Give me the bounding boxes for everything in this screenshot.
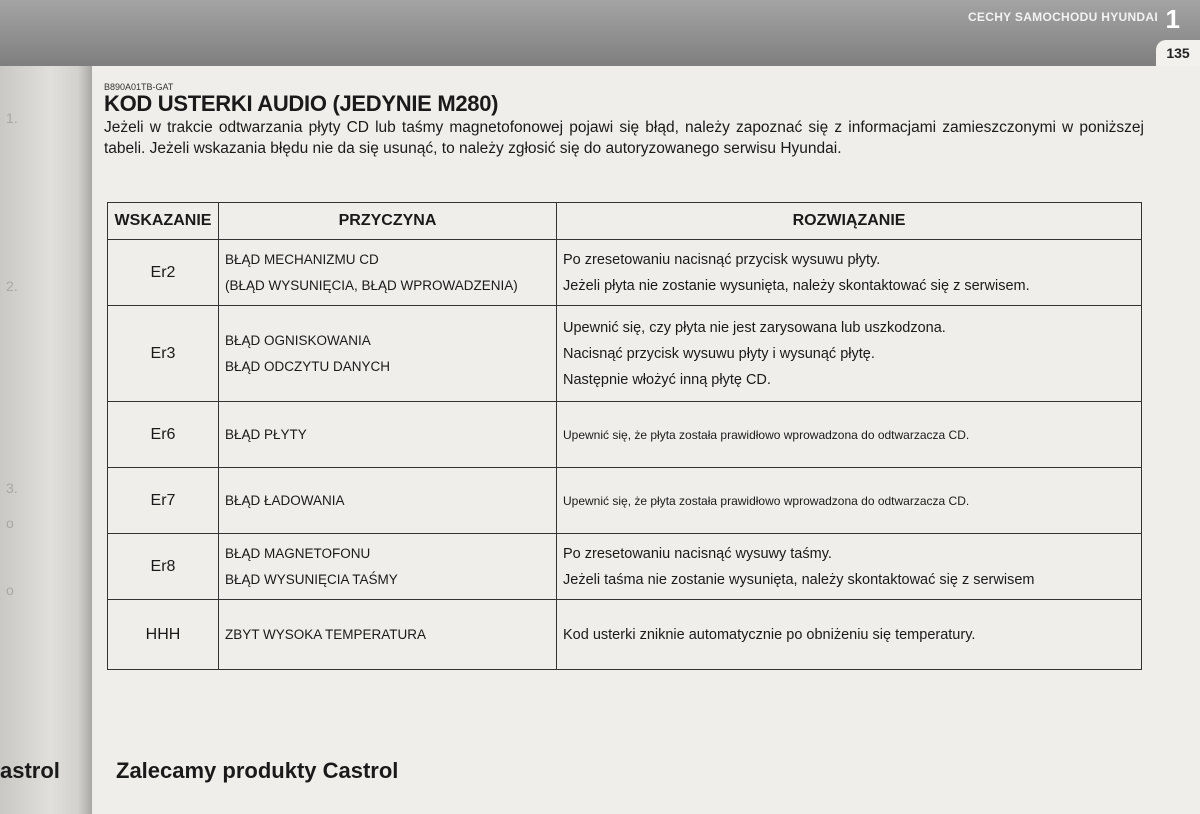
section-title: CECHY SAMOCHODU HYUNDAI [967, 10, 1158, 24]
error-solution [557, 402, 1142, 468]
facing-page-heading-fragment: astrol [0, 758, 60, 783]
chapter-number: 1 [1165, 4, 1180, 34]
error-solution [557, 534, 1142, 600]
cause-line: BŁĄD WYSUNIĘCIA TAŚMY [225, 571, 398, 587]
page-number: 135 [1156, 40, 1200, 66]
solution-line: Kod usterki zniknie automatycznie po obniżeniu się temperatury. [563, 626, 976, 643]
facing-page-fragment: 2. [6, 278, 18, 294]
error-solution [557, 468, 1142, 534]
error-code: Er8 [108, 534, 219, 600]
intro-paragraph: Jeżeli w trakcie odtwarzania płyty CD lub taśmy magnetofonowej pojawi się błąd, należy zapoznać się z informacjami zamieszczonymi w poniższej tabeli. Jeżeli wskazania błędu nie da się usunąć, to należy zgłosić się do autoryzowanego serwisu Hyundai. [104, 119, 1144, 157]
error-code: Er3 [108, 306, 219, 402]
cause-line: ZBYT WYSOKA TEMPERATURA [225, 626, 427, 642]
column-header-solution: ROZWIĄZANIE [557, 203, 1142, 240]
error-cause [219, 306, 557, 402]
error-code: HHH [108, 600, 219, 670]
solution-line: Upewnić się, czy płyta nie jest zarysowana lub uszkodzona. [563, 319, 946, 336]
solution-line: Po zresetowaniu nacisnąć przycisk wysuwu płyty. [563, 251, 881, 268]
error-code: Er6 [108, 402, 219, 468]
table-header-row [108, 203, 1142, 240]
error-code: Er7 [108, 468, 219, 534]
table-row [108, 306, 1142, 402]
solution-line: Po zresetowaniu nacisnąć wysuwy taśmy. [563, 545, 832, 562]
cause-line: BŁĄD OGNISKOWANIA [225, 332, 371, 348]
table-row [108, 600, 1142, 670]
table-row [108, 240, 1142, 306]
solution-line: Upewnić się, że płyta została prawidłowo wprowadzona do odtwarzacza CD. [563, 427, 970, 442]
error-cause [219, 240, 557, 306]
error-cause [219, 600, 557, 670]
error-cause [219, 468, 557, 534]
cause-line: BŁĄD MECHANIZMU CD [225, 251, 379, 267]
page-title: KOD USTERKI AUDIO (JEDYNIE M280) [104, 91, 499, 116]
column-header-indication: WSKAZANIE [108, 203, 219, 240]
error-code-table [107, 202, 1142, 670]
column-header-cause: PRZYCZYNA [219, 203, 557, 240]
solution-line: Nacisnąć przycisk wysuwu płyty i wysunąć płytę. [563, 345, 875, 362]
facing-page-fragment: 3. [6, 480, 18, 496]
table-row [108, 402, 1142, 468]
cause-line: BŁĄD ODCZYTU DANYCH [225, 358, 391, 374]
error-solution [557, 240, 1142, 306]
document-code: B890A01TB-GAT [104, 82, 174, 92]
cause-line: (BŁĄD WYSUNIĘCIA, BŁĄD WPROWADZENIA) [225, 277, 518, 293]
error-code: Er2 [108, 240, 219, 306]
section-heading: Zalecamy produkty Castrol [116, 758, 399, 783]
error-solution [557, 306, 1142, 402]
page-header [0, 0, 1200, 66]
solution-line: Następnie włożyć inną płytę CD. [563, 371, 771, 388]
cause-line: BŁĄD PŁYTY [225, 426, 307, 442]
facing-page-fragment: 1. [6, 110, 18, 126]
solution-line: Jeżeli płyta nie zostanie wysunięta, należy skontaktować się z serwisem. [563, 277, 1030, 294]
error-solution [557, 600, 1142, 670]
error-cause [219, 534, 557, 600]
facing-page-fragment: o [6, 515, 14, 531]
solution-line: Jeżeli taśma nie zostanie wysunięta, należy skontaktować się z serwisem [563, 571, 1035, 588]
cause-line: BŁĄD ŁADOWANIA [225, 492, 345, 508]
error-cause [219, 402, 557, 468]
facing-page-edge [0, 0, 92, 814]
solution-line: Upewnić się, że płyta została prawidłowo wprowadzona do odtwarzacza CD. [563, 493, 970, 508]
facing-page-fragment: o [6, 582, 14, 598]
table-row [108, 534, 1142, 600]
table-row [108, 468, 1142, 534]
cause-line: BŁĄD MAGNETOFONU [225, 545, 371, 561]
